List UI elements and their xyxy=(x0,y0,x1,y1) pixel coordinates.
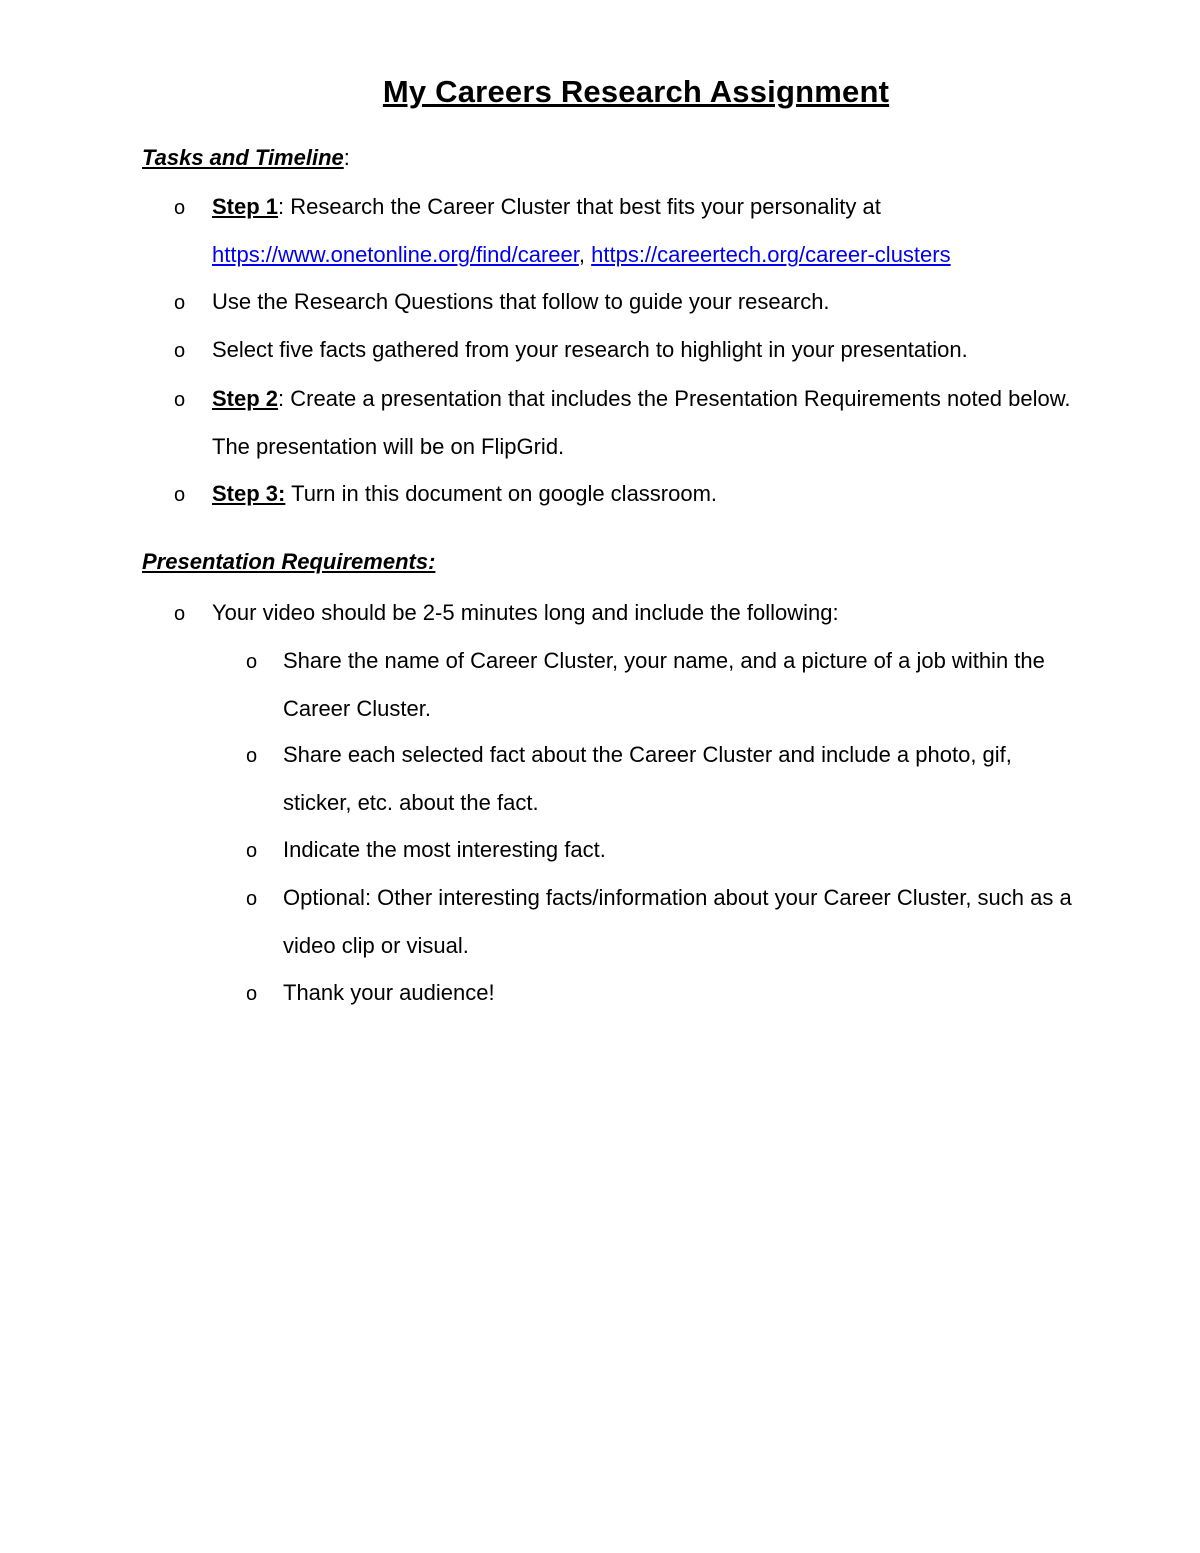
step1-text: : Research the Career Cluster that best fits your personality at xyxy=(278,194,881,219)
link-separator: , xyxy=(578,242,592,267)
bullet-icon: o xyxy=(246,888,258,910)
step2-text: : Create a presentation that includes the Presentation Requirements noted below. xyxy=(278,386,1071,411)
tasks-heading-colon: : xyxy=(343,145,350,170)
sublist-item-optional: Optional: Other interesting facts/information about your Career Cluster, such as a xyxy=(283,885,1072,910)
tasks-heading-text: Tasks and Timeline xyxy=(142,145,344,170)
bullet-icon: o xyxy=(174,340,186,362)
list-item-step1-links xyxy=(212,241,951,269)
bullet-icon: o xyxy=(174,389,186,411)
bullet-icon: o xyxy=(174,197,186,219)
sublist-item-share-facts-cont: sticker, etc. about the fact. xyxy=(283,790,539,815)
list-item-video-length: Your video should be 2-5 minutes long and include the following: xyxy=(212,600,839,625)
list-item-step2 xyxy=(212,385,1071,413)
sublist-item-share-name: Share the name of Career Cluster, your name, and a picture of a job within the xyxy=(283,648,1045,673)
step1-label: Step 1 xyxy=(212,194,279,219)
bullet-icon: o xyxy=(246,651,258,673)
list-item-select-facts: Select five facts gathered from your research to highlight in your presentation. xyxy=(212,337,968,362)
list-item-step2-cont: The presentation will be on FlipGrid. xyxy=(212,434,565,459)
onetonline-link[interactable]: https://www.onetonline.org/find/career xyxy=(212,242,579,267)
list-item-step3 xyxy=(212,480,717,508)
step3-text: Turn in this document on google classroom. xyxy=(285,481,718,506)
bullet-icon: o xyxy=(246,983,258,1005)
bullet-icon: o xyxy=(174,603,186,625)
list-item-step1 xyxy=(212,193,881,221)
sublist-item-share-name-cont: Career Cluster. xyxy=(283,696,431,721)
list-item-research-questions: Use the Research Questions that follow to guide your research. xyxy=(212,289,830,314)
sublist-item-optional-cont: video clip or visual. xyxy=(283,933,469,958)
sublist-item-thank-audience: Thank your audience! xyxy=(283,980,495,1005)
presentation-heading xyxy=(142,549,435,575)
step3-label: Step 3: xyxy=(212,481,286,506)
careertech-link[interactable]: https://careertech.org/career-clusters xyxy=(591,242,951,267)
presentation-heading-text: Presentation Requirements: xyxy=(142,549,436,574)
sublist-item-share-facts: Share each selected fact about the Career Cluster and include a photo, gif, xyxy=(283,742,1012,767)
bullet-icon: o xyxy=(174,484,186,506)
sublist-item-interesting-fact: Indicate the most interesting fact. xyxy=(283,837,606,862)
page-title: My Careers Research Assignment xyxy=(382,74,890,109)
step2-label: Step 2 xyxy=(212,386,279,411)
bullet-icon: o xyxy=(174,292,186,314)
bullet-icon: o xyxy=(246,745,258,767)
tasks-heading xyxy=(142,145,350,171)
bullet-icon: o xyxy=(246,840,258,862)
